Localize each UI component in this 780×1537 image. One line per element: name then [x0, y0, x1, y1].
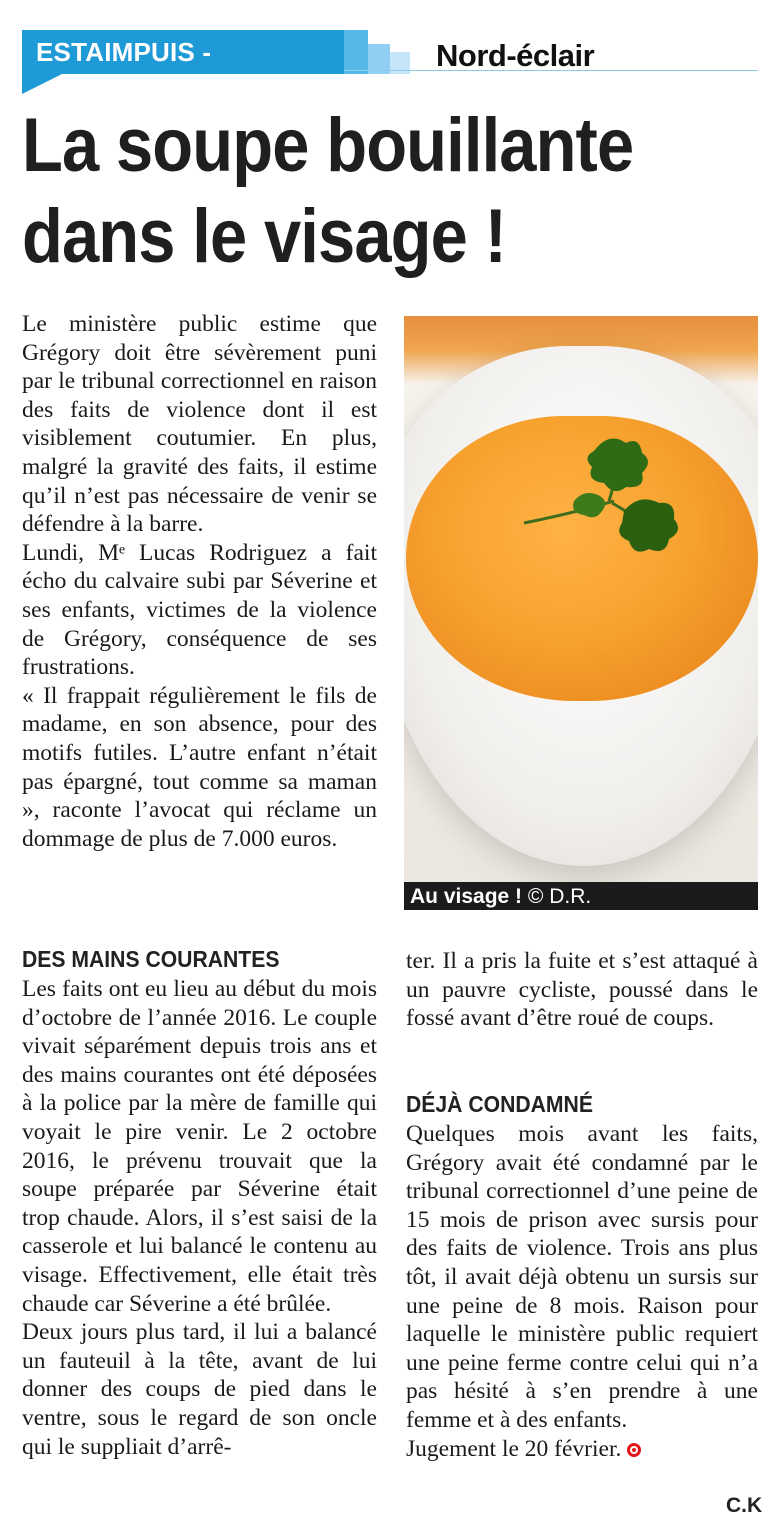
- body-paragraph: Quelques mois avant les faits, Grégory avait été condamné par le tribunal correctionnel d’une peine de 15 mois de prison avec sursis pour des faits de violence. Trois ans plus tôt, il avait déjà obtenu un sursis sur une peine de 8 mois. Raison pour laquelle le ministère public requiert une peine ferme contre celui qui n’a pas hésité à s’en prendre à une femme et à des enfants.: [406, 1121, 758, 1433]
- article-intro: [22, 310, 377, 853]
- section1-continuation: [406, 947, 758, 1033]
- headline: [22, 100, 673, 282]
- intro-paragraph: Lundi, Mᵉ Lucas Rodriguez a fait écho du calvaire subi par Séverine et ses enfants, victimes de la violence de Grégory, conséquence de ses frustrations.: [22, 539, 377, 681]
- subheading-deja-condamne: DÉJÀ CONDAMNÉ: [406, 1091, 593, 1117]
- section1-body: [22, 975, 377, 1461]
- body-paragraph: ter. Il a pris la fuite et s’est attaqué à un pauvre cycliste, poussé dans le fossé avant d’être roué de coups.: [406, 948, 758, 1032]
- newspaper-name: Nord-éclair: [436, 38, 595, 73]
- body-paragraph: Les faits ont eu lieu au début du mois d’octobre de l’année 2016. Le couple vivait séparément depuis trois ans et des mains courantes ont été déposées à la police par la mère de famille qui voyait le pire venir. Le 2 octobre 2016, le prévenu trouvait que la soupe préparée par Séverine était trop chaude. Alors, il s’est saisi de la casserole et lui balancé le contenu au visage. Effectivement, elle était très chaude car Séverine a été brûlée.: [22, 976, 377, 1317]
- intro-paragraph: Le ministère public estime que Grégory doit être sévèrement puni par le tribunal correctionnel en raison des faits de violence dont il est visiblement coutumier. En plus, malgré la gravité des faits, il estime qu’il n’est pas nécessaire de venir se défendre à la barre.: [22, 311, 377, 538]
- end-of-article-icon: [627, 1443, 641, 1457]
- closing-text: Jugement le 20 février.: [406, 1435, 622, 1462]
- headline-line-1: La soupe bouillante: [22, 103, 634, 188]
- photo-caption: [404, 882, 758, 910]
- section-kicker: ESTAIMPUIS - TRIBUNAL: [22, 30, 344, 74]
- caption-title: Au visage !: [410, 885, 523, 908]
- headline-line-2: dans le visage !: [22, 194, 507, 279]
- author-signature: C.K: [726, 1494, 763, 1517]
- decorative-square: [344, 30, 368, 74]
- soup-photo: [404, 316, 758, 882]
- parsley-garnish-icon: [514, 431, 684, 571]
- caption-credit: © D.R.: [527, 885, 592, 908]
- section2-body: [406, 1120, 758, 1463]
- kicker-tail-decoration: [22, 74, 62, 94]
- intro-paragraph: « Il frappait régulièrement le fils de madame, en son absence, pour des motifs futiles. L’autre enfant n’était pas épargné, tout comme sa maman », raconte l’avocat qui réclame un dommage de plus de 7.000 euros.: [22, 682, 377, 852]
- subheading-des-mains-courantes: DES MAINS COURANTES: [22, 946, 280, 972]
- body-paragraph: Deux jours plus tard, il lui a balancé un fauteuil à la tête, avant de lui donner des coups de pied dans le ventre, sous le regard de son oncle qui le suppliait d’arrê-: [22, 1319, 377, 1460]
- closing-line: [406, 1435, 758, 1464]
